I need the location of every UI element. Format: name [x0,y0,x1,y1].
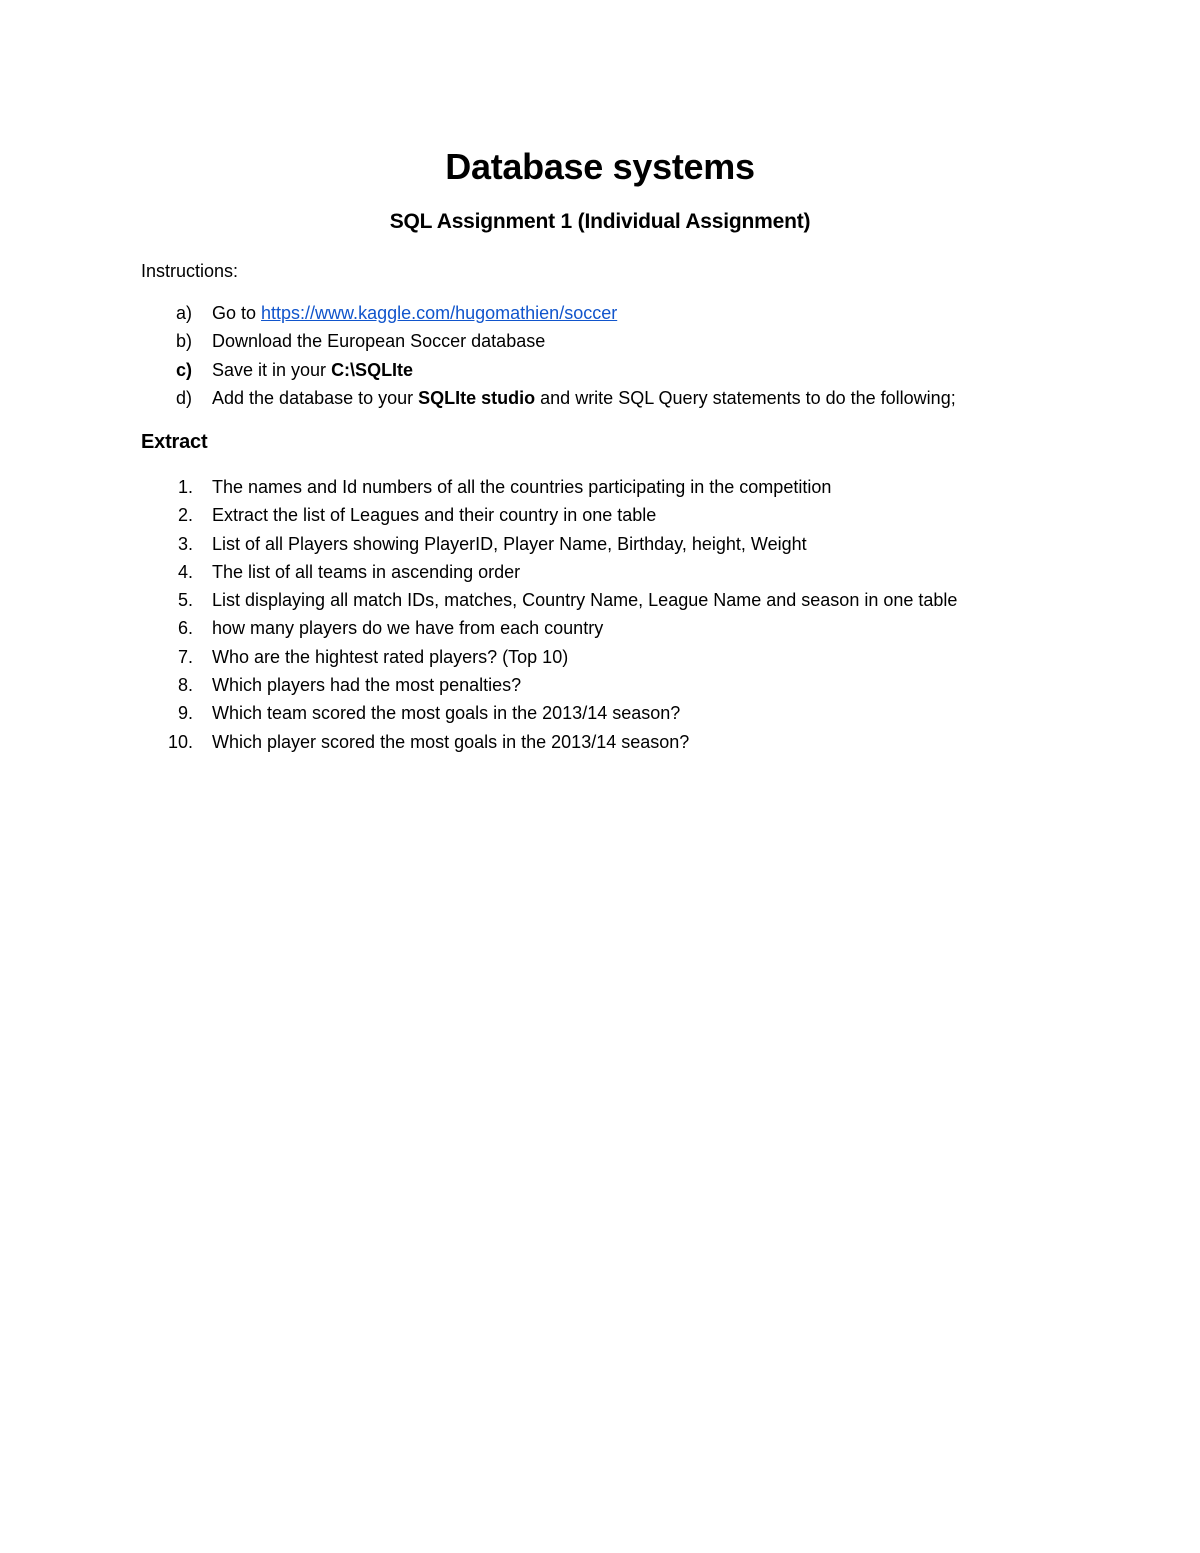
list-marker: 5. [177,590,193,611]
instruction-bold-path: C:\SQLIte [331,359,414,380]
instruction-text [212,299,617,327]
list-marker: 1. [177,477,193,497]
list-marker: c) [176,359,193,380]
instruction-bold-app: SQLIte studio [418,387,536,408]
list-item-text: List of all Players showing PlayerID, Player Name, Birthday, height, Weight [212,533,807,554]
list-item [0,699,1200,727]
instruction-text [212,384,956,412]
list-item-text: List displaying all match IDs, matches, Country Name, League Name and season in one table [212,590,958,611]
list-item-text: The names and Id numbers of all the countries participating in the competition [212,477,832,497]
list-marker: 3. [177,533,193,554]
list-item [0,586,1200,614]
list-marker: b) [176,331,193,352]
list-item-text: Which players had the most penalties? [212,675,522,696]
list-item [0,473,1200,501]
list-item [0,728,1200,756]
list-marker: 6. [177,618,193,639]
document-title: Database systems [445,146,755,187]
instruction-suffix: and write SQL Query statements to do the following; [535,387,956,408]
instruction-text: Download the European Soccer database [212,331,546,352]
extract-heading: Extract [141,431,208,453]
instruction-item-c [0,356,1200,384]
instruction-item-a [0,299,1200,327]
list-marker: 7. [177,646,193,667]
list-item-text: Which team scored the most goals in the 2013/14 season? [212,703,681,724]
list-marker: a) [176,303,193,323]
list-item [0,671,1200,699]
instructions-label: Instructions: [141,261,239,281]
list-item [0,614,1200,642]
list-marker: d) [176,387,193,408]
document-subtitle: SQL Assignment 1 (Individual Assignment) [389,210,811,233]
list-item [0,558,1200,586]
list-marker: 9. [177,703,193,724]
instruction-item-b [0,327,1200,355]
list-marker: 2. [177,505,193,526]
kaggle-link[interactable]: https://www.kaggle.com/hugomathien/soccer [261,303,618,323]
instruction-prefix: Add the database to your [212,387,419,408]
instructions-list [0,299,1200,412]
instruction-prefix: Go to [212,303,262,323]
list-item [0,643,1200,671]
extract-list [0,473,1200,756]
list-item-text: The list of all teams in ascending order [212,561,521,582]
list-item-text: how many players do we have from each country [212,618,604,639]
list-item-text: Which player scored the most goals in the 2013/14 season? [212,731,690,752]
list-item-text: Extract the list of Leagues and their country in one table [212,505,657,526]
instruction-text [212,356,413,384]
list-item [0,501,1200,529]
list-item [0,530,1200,558]
list-marker: 8. [177,675,193,696]
instruction-prefix: Save it in your [212,359,332,380]
list-marker: 4. [177,561,193,582]
list-marker: 10. [167,731,193,752]
list-item-text: Who are the hightest rated players? (Top 10) [212,646,569,667]
instruction-item-d [0,384,1200,412]
